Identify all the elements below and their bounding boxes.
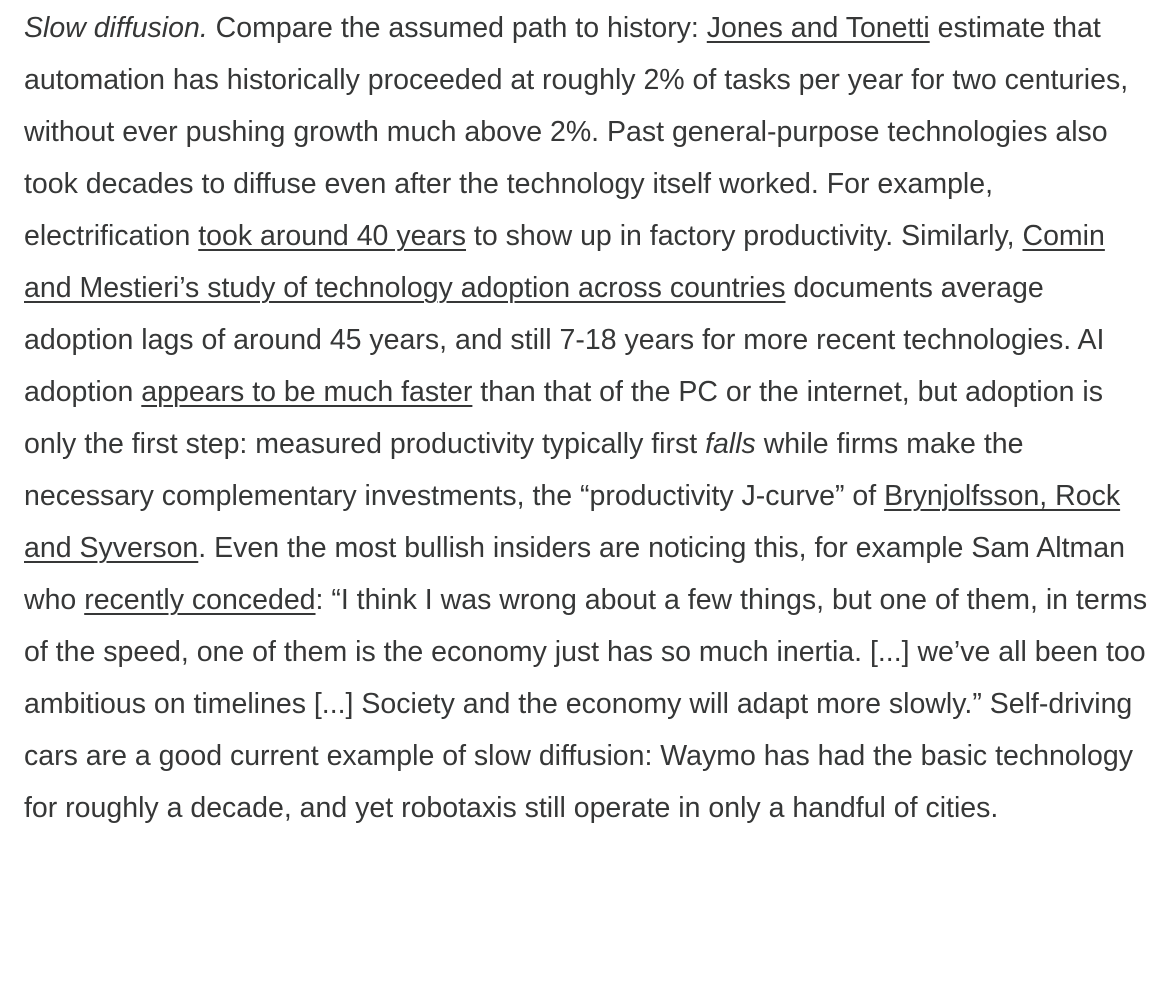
text-segment: while firms make the necessary complementary investments, the “productivity J-curve” of [24, 428, 1024, 512]
italic-falls: falls [705, 428, 756, 460]
text-segment: to show up in factory productivity. Similarly, [466, 220, 1023, 252]
link-brynjolfsson-rock-syverson[interactable]: Brynjolfsson, Rock and Syverson [24, 480, 1121, 564]
text-segment: Compare the assumed path to history: [207, 12, 707, 44]
text-segment: documents average adoption lags of around 45 years, and still 7-18 years for more recent technologies. AI adoption [24, 272, 1105, 408]
lead-italic-heading: Slow diffusion. [24, 12, 208, 44]
link-comin-mestieri-study[interactable]: Comin and Mestieri’s study of technology adoption across countries [24, 220, 1105, 304]
link-altman-recently-conceded[interactable]: recently conceded [84, 584, 316, 616]
article-body [24, 2, 1152, 834]
link-jones-tonetti[interactable]: Jones and Tonetti [706, 12, 930, 44]
text-segment: : “I think I was wrong about a few things, but one of them, in terms of the speed, one of them is the economy just has so much inertia. [...] we’ve all been too ambitious on timelines [...] Society and the economy will adapt more slowly.” Self-driving cars are a good current example of slow diffusion: Waymo has had the basic technology for roughly a decade, and yet robotaxis still operate in only a handful of cities. [24, 584, 1148, 824]
paragraph-slow-diffusion [24, 2, 1152, 834]
link-ai-adoption-faster[interactable]: appears to be much faster [141, 376, 473, 408]
text-segment: . Even the most bullish insiders are noticing this, for example Sam Altman who [24, 532, 1125, 616]
text-segment: than that of the PC or the internet, but adoption is only the first step: measured productivity typically first [24, 376, 1103, 460]
text-segment: estimate that automation has historically proceeded at roughly 2% of tasks per year for two centuries, without ever pushing growth much above 2%. Past general-purpose technologies also took decades to diffuse even after the technology itself worked. For example, electrification [24, 12, 1129, 252]
link-electrification-40-years[interactable]: took around 40 years [198, 220, 467, 252]
